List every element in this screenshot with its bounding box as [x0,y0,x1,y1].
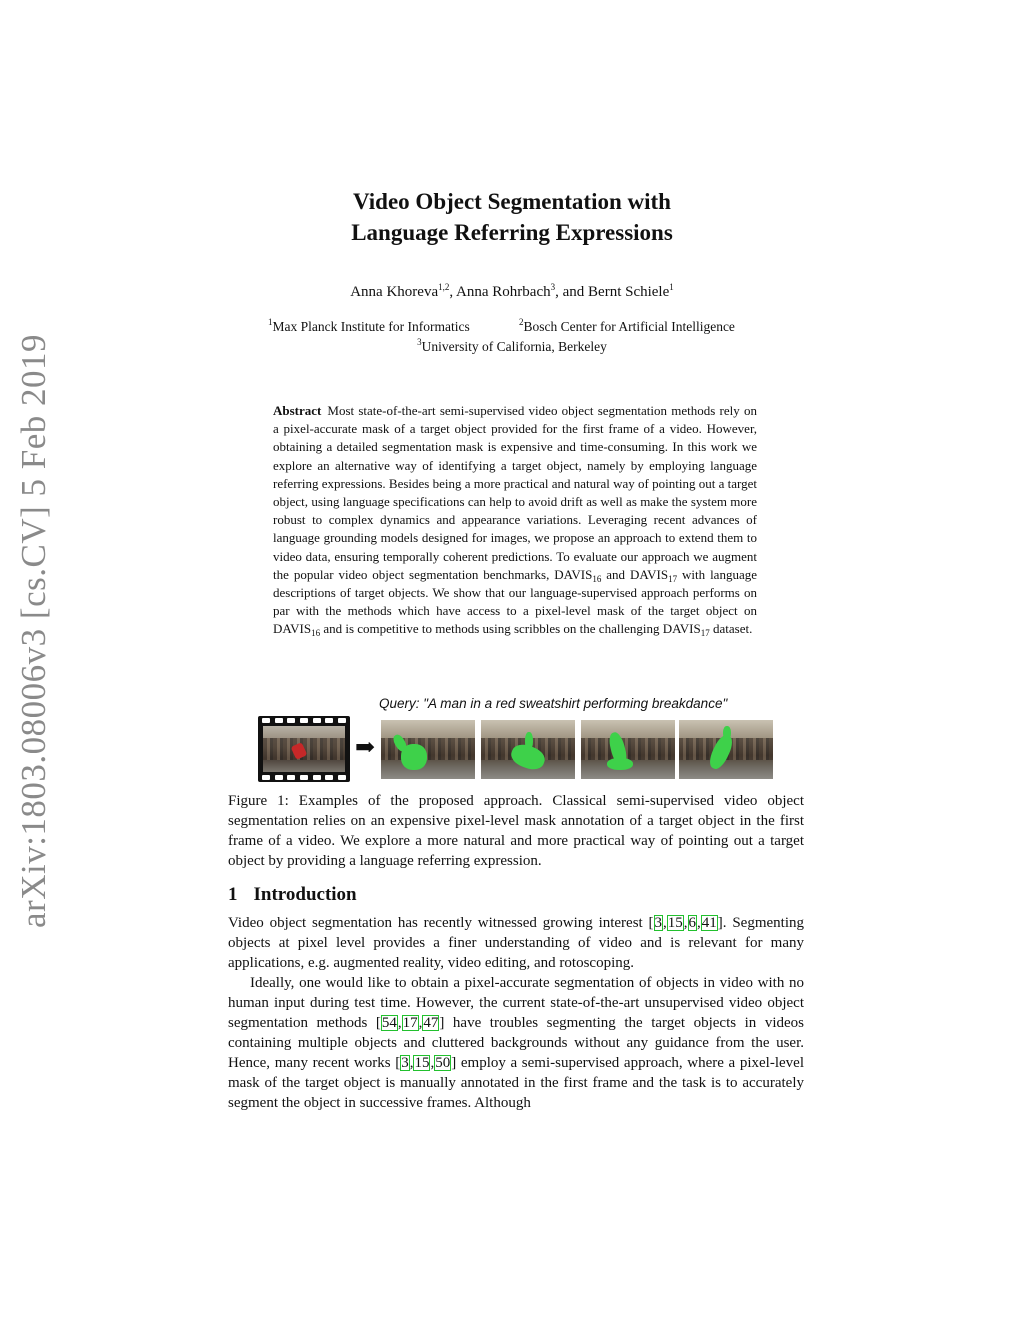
author-rohrbach-affiliation: 3 [550,282,556,292]
citation-link[interactable]: 3 [401,1055,409,1071]
author-rohrbach: Anna Rohrbach [456,284,551,300]
filmstrip-icon [258,716,350,782]
author-separator: , [449,284,457,300]
author-schiele-affiliation: 1 [669,282,674,292]
affiliation-berkeley: $^3$University of California, Berkeley [417,337,607,354]
affiliation-mpi: $^1$Max Planck Institute for Informatics [268,317,470,334]
section-number: 1 [228,884,238,905]
intro-paragraph-2: Ideally, one would like to obtain a pixel-accurate segmentation of objects in video with no human input during test time. However, the current state-of-the-art unsupervised video object segmentation methods [54,17,47] have troubles segmenting the target objects in videos containing multiple objects and cluttered backgrounds without any guidance from the user. Hence, many recent works [3,15,50] employ a semi-supervised approach, where a pixel-level mask of the target object is manually annotated in the first frame and the task is to accurately segment the object in successive frames. Although [228,975,804,1111]
section-heading-introduction [228,884,357,906]
citation-link[interactable]: 15 [667,915,683,931]
citation-link[interactable]: 3 [654,915,663,931]
citation-link[interactable]: 50 [435,1055,451,1071]
citation-link[interactable]: 54 [381,1015,397,1031]
citation-link[interactable]: 17 [402,1015,418,1031]
abstract: Abstract Most state-of-the-art semi-supervised video object segmentation methods rely on a pixel-accurate mask of a target object provided for the first frame of a video. However, obtaining a detailed segmentation mask is expensive and time-consuming. In this work we explore an alternative way of identifying a target object, namely by employing language referring expressions. Besides being a more practical and natural way of pointing out a target object, using language specifications can help to avoid drift as well as make the system more robust to complex dynamics and appearance variations. Leveraging recent advances of language grounding models designed for images, we propose an approach to extend them to video data, ensuring temporally coherent predictions. To evaluate our approach we augment the popular video object segmentation benchmarks, $DAVIS_{16}$ and $DAVIS_{17}$ with language descriptions of target objects. We show that our language-supervised approach performs on par with the methods which have access to a pixel-level mask of the target object on $DAVIS_{16}$ and is competitive to methods using scribbles on the challenging $DAVIS_{17}$ dataset. [273,403,757,639]
affiliation-bosch: $^2$Bosch Center for Artificial Intelligence [519,317,735,334]
citation-link[interactable]: 15 [414,1055,430,1071]
citation-link[interactable]: 47 [423,1015,439,1031]
author-schiele: Bernt Schiele [588,284,670,300]
abstract-label: Abstract [273,403,322,418]
author-khoreva-affiliation: 1,2 [438,282,450,292]
title-line-2: Language Referring Expressions [351,220,673,245]
segmentation-result-frame [481,720,575,779]
author-khoreva: Anna Khoreva [350,284,439,300]
input-video-frame [263,726,345,772]
segmentation-result-frame [679,720,773,779]
arrow-right-icon: ➡ [355,735,376,761]
author-separator: , and [555,284,589,300]
figure-query-text: Query: "A man in a red sweatshirt performing breakdance" [379,696,728,711]
citation-link[interactable]: 6 [688,915,697,931]
paper-title [0,186,1024,248]
citation-link[interactable]: 41 [701,915,717,931]
section-title: Introduction [253,884,357,905]
author-list [0,284,1024,301]
title-line-1: Video Object Segmentation with [353,189,671,214]
segmentation-result-frame [381,720,475,779]
segmentation-result-frame [581,720,675,779]
arxiv-identifier: arXiv:1803.08006v3 [cs.CV] 5 Feb 2019 [14,333,53,928]
figure-caption: Figure 1: Examples of the proposed approach. Classical semi-supervised video object segmentation relies on an expensive pixel-level mask annotation of a target object in the first frame of a video. We explore a more natural and more practical way of pointing out a target object by providing a language referring expression. [228,793,804,869]
intro-paragraph-1: Video object segmentation has recently witnessed growing interest [3,15,6,41]. Segmenting objects at pixel level provides a finer understanding of video and is relevant for many applications, e.g. augmented reality, video editing, and rotoscoping. [228,915,805,971]
introduction-body [228,913,804,1113]
